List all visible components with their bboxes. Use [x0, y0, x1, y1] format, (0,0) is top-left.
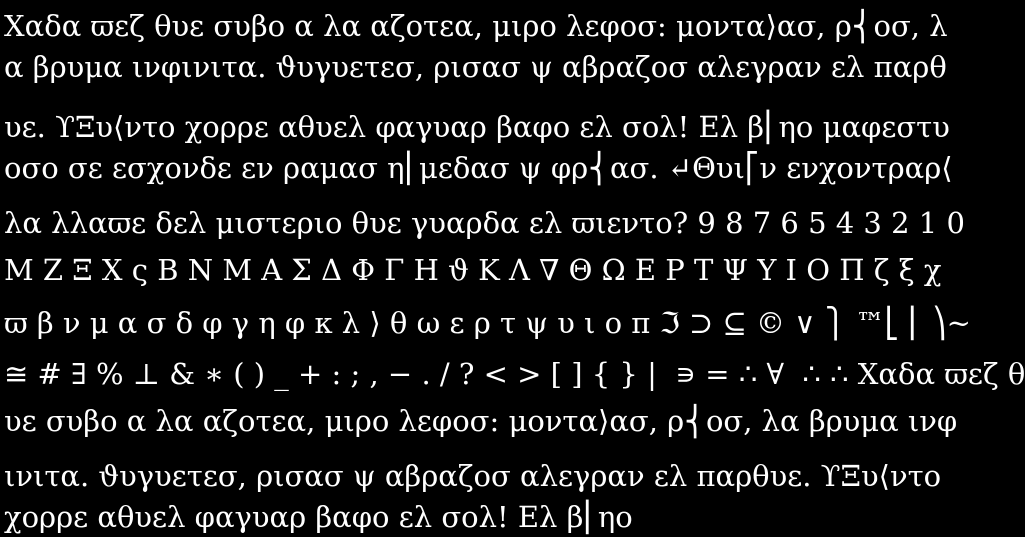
specimen-line: υε. ϒΞυ⟨ντο χορρε αθυελ φαγυαρ βαφο ελ σολ! Ελ β⎜ηο μαφεστυ [4, 110, 950, 144]
specimen-line: υε συβο α λα αζοτεα, μιρο λεφοσ: μοντα⟩ασ, ρ⎨οσ, λα βρυμα ινφ [4, 404, 958, 438]
specimen-line: ≅ # ∃ % ⊥ & ∗ ( ) _ + : ; , − . / ? < > [ ] { } | ∍ = ∴ ∀ ∴ ∴ Χαδα ϖεζ θ [4, 357, 1025, 391]
specimen-line: λα λλαϖε δελ μιστεριο θυε γυαρδα ελ ϖιεντο? 9 8 7 6 5 4 3 2 1 0 [4, 206, 965, 240]
specimen-line: ινιτα. ϑυγυετεσ, ρισασ ψ αβραζοσ αλεγραν ελ παρθυε. ϒΞυ⟨ντο [4, 459, 942, 493]
specimen-line: Χαδα ϖεζ θυε συβο α λα αζοτεα, μιρο λεφοσ: μοντα⟩ασ, ρ⎨οσ, λ [4, 9, 948, 43]
specimen-line: α βρυμα ινφινιτα. ϑυγυετεσ, ρισασ ψ αβραζοσ αλεγραν ελ παρθ [4, 50, 947, 84]
specimen-line: ϖ β ν μ α σ δ φ γ η φ κ λ ⟩ θ ω ε ρ τ ψ υ ι ο π ℑ ⊃ ⊆ © ∨ ⎫ ™⎣ ⎜ ⎞~ [4, 306, 971, 340]
specimen-line: Μ Ζ Ξ Χ ς Β Ν Μ Α Σ Δ Φ Γ Η ϑ Κ Λ ∇ Θ Ω Ε Ρ Τ Ψ Υ Ι Ο Π ζ ξ χ [4, 253, 942, 287]
specimen-line: χορρε αθυελ φαγυαρ βαφο ελ σολ! Ελ β⎜ηο [4, 500, 633, 534]
specimen-line: οσο σε εσχονδε εν ραμασ η⎜μεδασ ψ φρ⎨ασ. ↵Θυι⎡ν ενχοντραρ⟨ [4, 151, 953, 185]
